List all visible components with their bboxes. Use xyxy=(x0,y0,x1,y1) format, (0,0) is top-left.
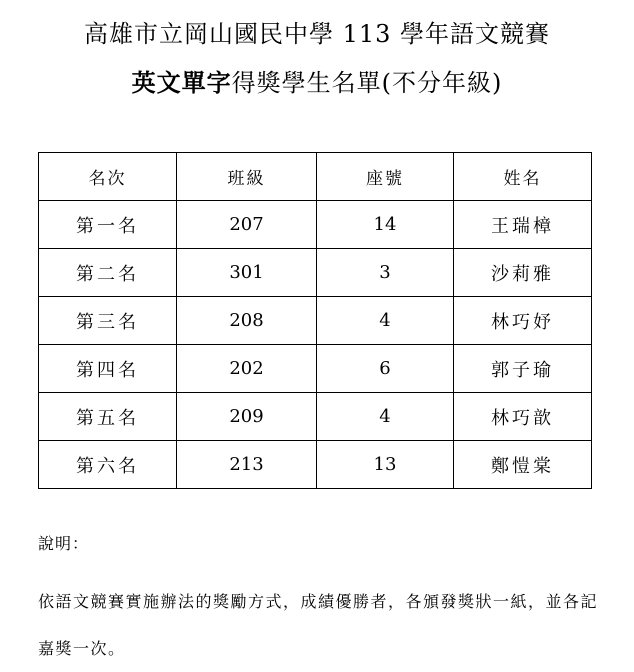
class-cell: 207 xyxy=(177,201,317,249)
seat-cell: 4 xyxy=(317,297,454,345)
student-name-cell: 沙莉雅 xyxy=(454,249,592,297)
table-row xyxy=(39,393,592,441)
column-header-class: 班級 xyxy=(177,153,317,201)
note-text: 依語文競賽實施辦法的獎勵方式，成績優勝者，各頒發獎狀一紙，並各記嘉獎一次。 xyxy=(38,592,599,658)
note-label: 說明： xyxy=(38,534,90,553)
table-row xyxy=(39,249,592,297)
class-cell: 208 xyxy=(177,297,317,345)
document-title: 高雄市立岡山國民中學 113 學年語文競賽 xyxy=(83,20,551,48)
rank-cell: 第三名 xyxy=(39,297,177,345)
seat-cell: 6 xyxy=(317,345,454,393)
student-name-cell: 林巧歆 xyxy=(454,393,592,441)
table-row xyxy=(39,345,592,393)
subtitle-description: 得獎學生名單(不分年級) xyxy=(231,69,503,97)
table-header-row xyxy=(39,153,592,201)
class-cell: 209 xyxy=(177,393,317,441)
class-cell: 202 xyxy=(177,345,317,393)
student-name-cell: 王瑞樟 xyxy=(454,201,592,249)
seat-cell: 14 xyxy=(317,201,454,249)
subtitle-category: 英文單字 xyxy=(131,69,232,97)
rank-cell: 第五名 xyxy=(39,393,177,441)
seat-cell: 4 xyxy=(317,393,454,441)
awards-table xyxy=(38,152,592,489)
class-cell: 213 xyxy=(177,441,317,489)
table-row xyxy=(39,441,592,489)
student-name-cell: 林巧妤 xyxy=(454,297,592,345)
document-subtitle xyxy=(0,63,634,98)
student-name-cell: 鄭愷棠 xyxy=(454,441,592,489)
rank-cell: 第二名 xyxy=(39,249,177,297)
seat-cell: 13 xyxy=(317,441,454,489)
column-header-rank: 名次 xyxy=(39,153,177,201)
rank-cell: 第六名 xyxy=(39,441,177,489)
table-row xyxy=(39,297,592,345)
column-header-name: 姓名 xyxy=(454,153,592,201)
column-header-seat: 座號 xyxy=(317,153,454,201)
student-name-cell: 郭子瑜 xyxy=(454,345,592,393)
seat-cell: 3 xyxy=(317,249,454,297)
table-row xyxy=(39,201,592,249)
rank-cell: 第一名 xyxy=(39,201,177,249)
rank-cell: 第四名 xyxy=(39,345,177,393)
class-cell: 301 xyxy=(177,249,317,297)
